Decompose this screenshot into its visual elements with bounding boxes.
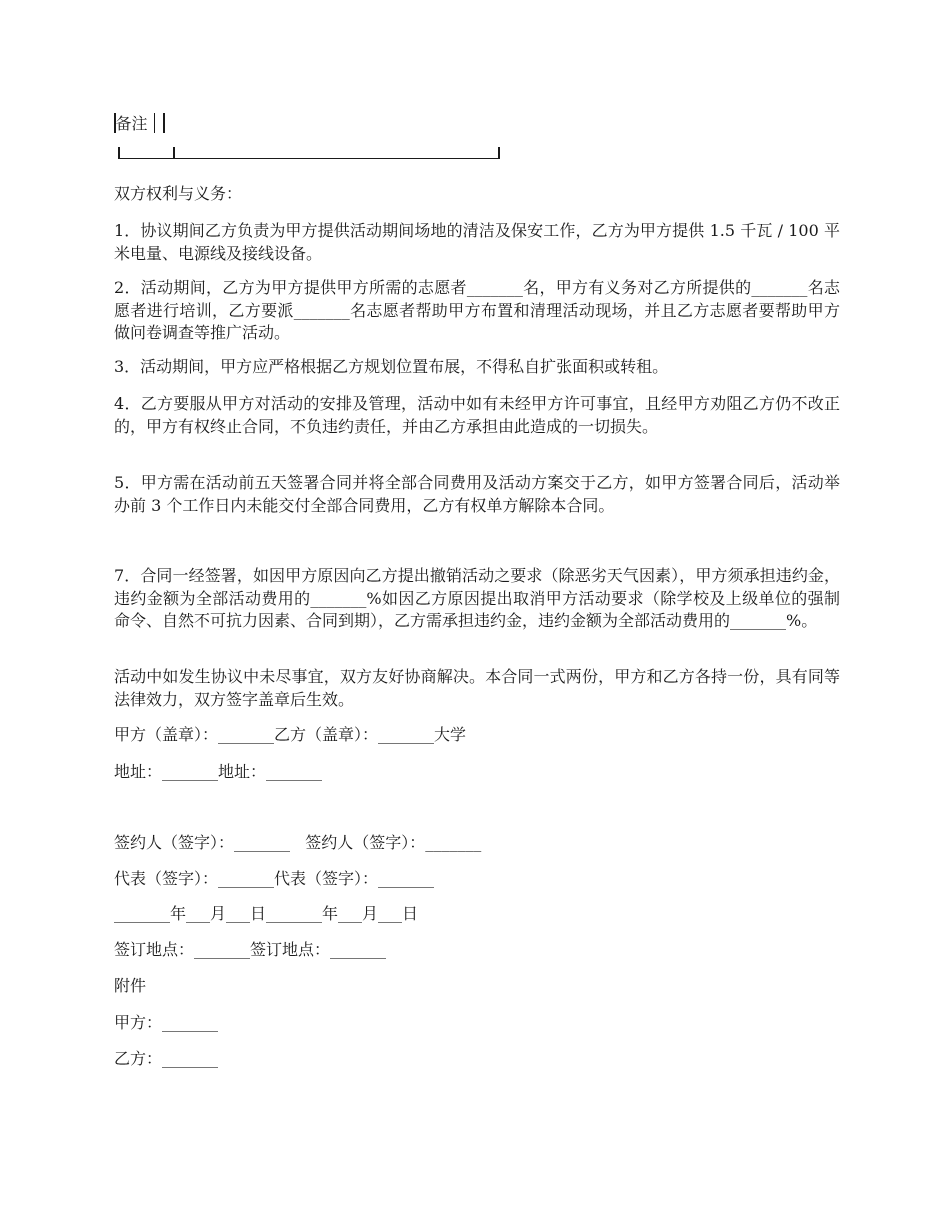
attachment-label: 附件 <box>114 976 147 995</box>
party-a-line: 甲方：_______ <box>114 1013 219 1032</box>
party-b-line: 乙方：_______ <box>114 1049 219 1068</box>
representative-line: 代表（签字）：_______代表（签字）：_______ <box>114 869 435 888</box>
remark-label: 备注 <box>115 114 148 133</box>
address-line: 地址：_______地址：_______ <box>114 762 323 781</box>
clause-7: 7．合同一经签署，如因甲方原因向乙方提出撤销活动之要求（除恶劣天气因素），甲方须承担违约金，违约金额为全部活动费用的_______%如因乙方原因提出取消甲方活动要求（除学校及上级单位的强制命令、自然不可抗力因素、合同到期），乙方需承担违约金，违约金额为全部活动费用的_______%。 <box>114 566 840 630</box>
closing-clause: 活动中如发生协议中未尽事宜，双方友好协商解决。本合同一式两份，甲方和乙方各持一份，具有同等法律效力，双方签字盖章后生效。 <box>114 667 840 709</box>
clause-3: 3．活动期间，甲方应严格根据乙方规划位置布展，不得私自扩张面积或转租。 <box>114 357 669 376</box>
clause-4: 4．乙方要服从甲方对活动的安排及管理，活动中如有未经甲方许可事宜，且经甲方劝阻乙方仍不改正的，甲方有权终止合同，不负违约责任，并由乙方承担由此造成的一切损失。 <box>114 394 840 436</box>
clause-1: 1．协议期间乙方负责为甲方提供活动期间场地的清洁及保安工作，乙方为甲方提供 1.5 千瓦 / 100 平米电量、电源线及接线设备。 <box>114 221 840 263</box>
section-heading: 双方权利与义务： <box>114 184 243 203</box>
signer-line: 签约人（签字）：_______ 签约人（签字）：_______ <box>114 833 482 852</box>
clause-5: 5．甲方需在活动前五天签署合同并将全部合同费用及活动方案交于乙方，如甲方签署合同后，活动举办前 3 个工作日内未能交付全部合同费用，乙方有权单方解除本合同。 <box>114 473 840 515</box>
clause-2: 2．活动期间，乙方为甲方提供甲方所需的志愿者_______名，甲方有义务对乙方所提供的_______名志愿者进行培训，乙方要派_______名志愿者帮助甲方布置和清理活动现场，并且乙方志愿者要帮助甲方做问卷调查等推广活动。 <box>114 278 840 342</box>
party-seal-line: 甲方（盖章）：_______乙方（盖章）：_______大学 <box>114 725 467 744</box>
document-page <box>114 0 840 1230</box>
signing-place-line: 签订地点：_______签订地点：_______ <box>114 940 387 959</box>
date-line: _______年___月___日_______年___月___日 <box>114 904 419 923</box>
